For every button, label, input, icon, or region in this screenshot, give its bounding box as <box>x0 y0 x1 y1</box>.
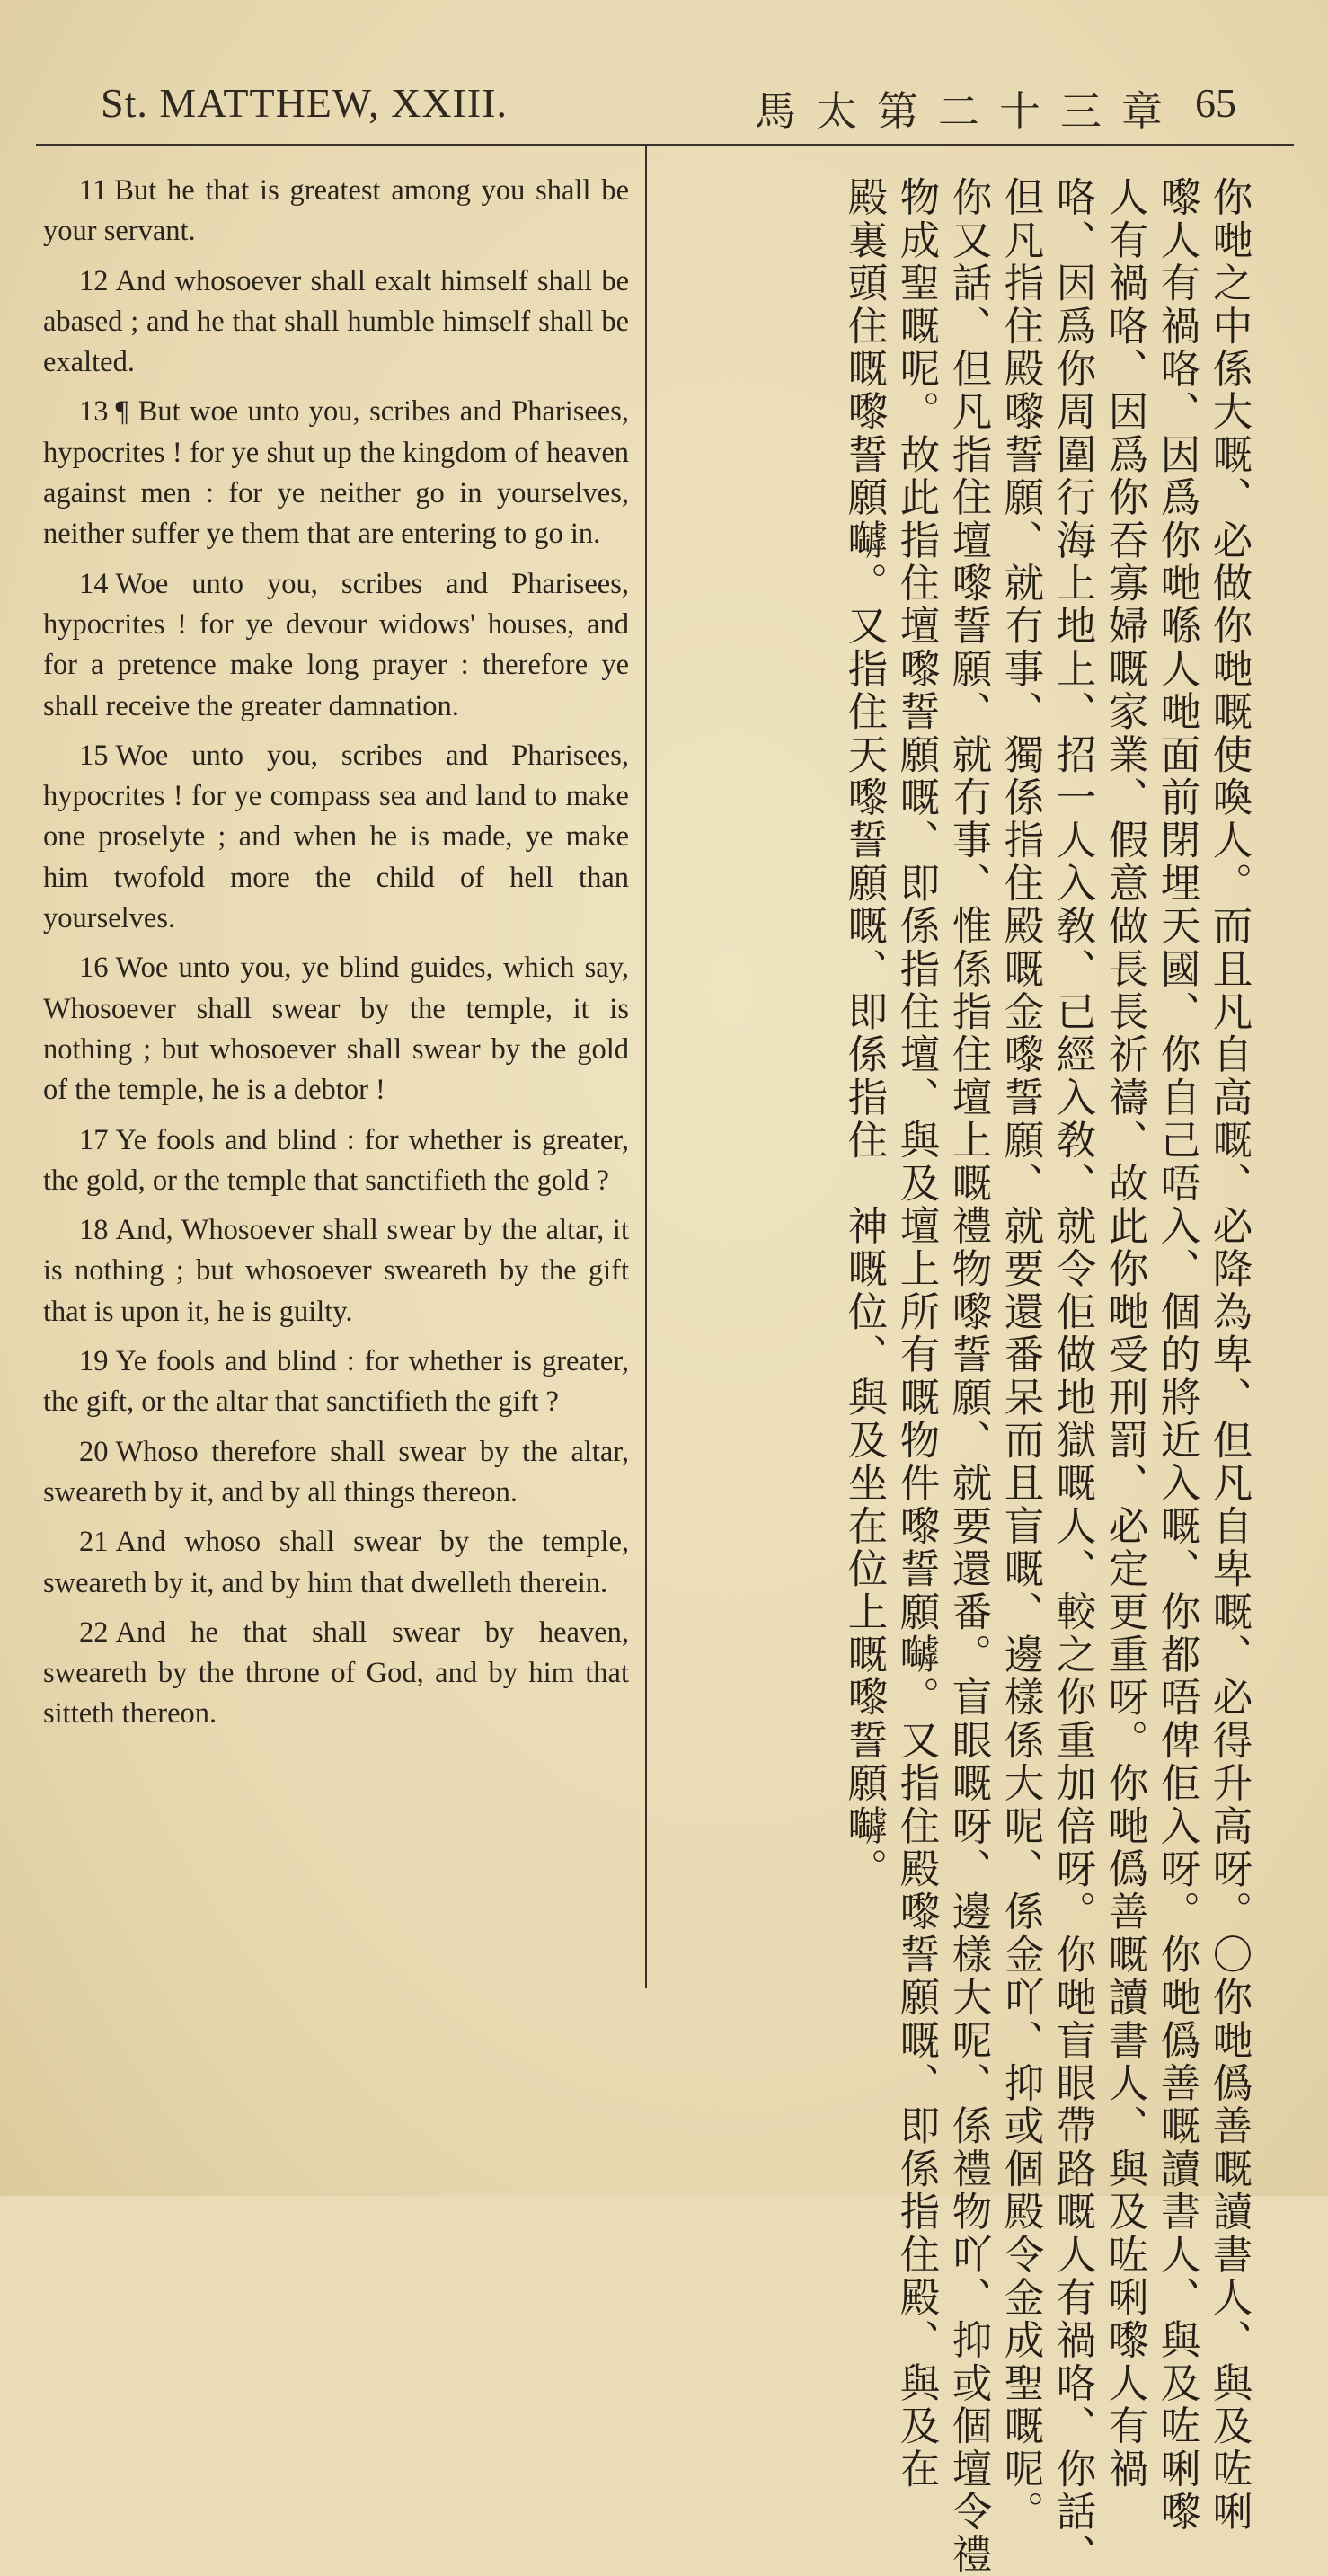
chinese-line: 咯、因爲你周圍行海上地上、招一人入敎、已經入敎、就令佢做地獄嘅人、較之你重加倍呀。你哋盲眼帶路嘅人有禍咯、你話、 <box>1049 176 1095 2576</box>
verse-16: 16 Woe unto you, ye blind guides, which say, Whosoever shall swear by the temple, it is nothing ; but whosoever shall swear by the gold of the temple, he is a debtor ! <box>43 952 629 1107</box>
page-number: 65 <box>1195 80 1236 126</box>
header-rule <box>36 144 1294 146</box>
chinese-line: 人有禍咯、因爲你吞寡婦嘅家業、假意做長長祈禱、故此你哋受刑罰、必定更重呀。你哋僞善嘅讀書人、與及咗唎嚟人有禍 <box>1102 176 1147 2491</box>
chinese-line: 殿裏頭住嘅嚟誓願嚹。又指住天嚟誓願嘅、即係指住 神嘅位、與及坐在位上嘅嚟誓願嚹。 <box>841 176 887 1890</box>
running-head-english: St. MATTHEW, XXIII. <box>101 80 508 126</box>
verse-22: 22 And he that shall swear by heaven, sweareth by the throne of God, and by him that sitteth thereon. <box>43 1616 629 1731</box>
column-divider <box>645 146 647 1988</box>
verse-21: 21 And whoso shall swear by the temple, sweareth by it, and by him that dwelleth therein. <box>43 1526 629 1599</box>
chinese-line: 你哋之中係大嘅、必做你哋嘅使喚人。而且凡自高嘅、必降為卑、但凡自卑嘅、必得升高呀。〇你哋僞善嘅讀書人、與及咗唎 <box>1206 176 1252 2534</box>
verse-19: 19 Ye fools and blind : for whether is greater, the gift, or the altar that sanctifieth the gift ? <box>43 1345 629 1419</box>
verse-14: 14 Woe unto you, scribes and Pharisees, hypocrites ! for ye devour widows' houses, and for a pretence make long prayer : therefore ye shall receive the greater damnation. <box>43 567 629 722</box>
verse-17: 17 Ye fools and blind : for whether is greater, the gold, or the temple that sanctifieth the gold ? <box>43 1123 629 1197</box>
verse-18: 18 And, Whosoever shall swear by the altar, it is nothing ; but whosoever sweareth by the gift that is upon it, he is guilty. <box>43 1214 629 1328</box>
english-column <box>43 171 629 1744</box>
verse-11: 11 But he that is greatest among you shall be your servant. <box>43 174 629 248</box>
chinese-line: 但凡指住殿嚟誓願、就冇事、獨係指住殿嘅金嚟誓願、就要還番呆而且盲嘅、邊樣係大呢、係金吖、抑或個殿令金成聖嘅呢。 <box>997 176 1043 2534</box>
chinese-line: 你又話、但凡指住壇嚟誓願、就冇事、惟係指住壇上嘅禮物嚟誓願、就要還番。盲眼嘅呀、邊樣大呢、係禮物吖、抑或個壇令禮 <box>945 176 991 2576</box>
running-head-chinese: 馬太第二十三章 <box>755 87 1182 136</box>
chinese-column-block <box>669 176 1253 2576</box>
verse-15: 15 Woe unto you, scribes and Pharisees, hypocrites ! for ye compass sea and land to make one proselyte ; and when he is made, ye make him twofold more the child of hell than yourselves. <box>43 739 629 935</box>
verse-13: 13 ¶ But woe unto you, scribes and Pharisees, hypocrites ! for ye shut up the kingdom of heaven against men : for ye neither go in yourselves, neither suffer ye them that are entering to go in. <box>43 395 629 551</box>
verse-20: 20 Whoso therefore shall swear by the altar, sweareth by it, and by all things thereon. <box>43 1435 629 1509</box>
chinese-line: 嚟人有禍咯、因爲你哋喺人哋面前閉埋天國、你自己唔入、個的將近入嘅、你都唔俾佢入呀。你哋僞善嘅讀書人、與及咗唎嚟 <box>1154 176 1200 2534</box>
chinese-line: 物成聖嘅呢。故此指住壇嚟誓願嘅、即係指住壇、與及壇上所有嘅物件嚟誓願嚹。又指住殿嚟誓願嘅、即係指住殿、與及在 <box>893 176 939 2491</box>
verse-12: 12 And whosoever shall exalt himself shall be abased ; and he that shall humble himself shall be exalted. <box>43 264 629 379</box>
